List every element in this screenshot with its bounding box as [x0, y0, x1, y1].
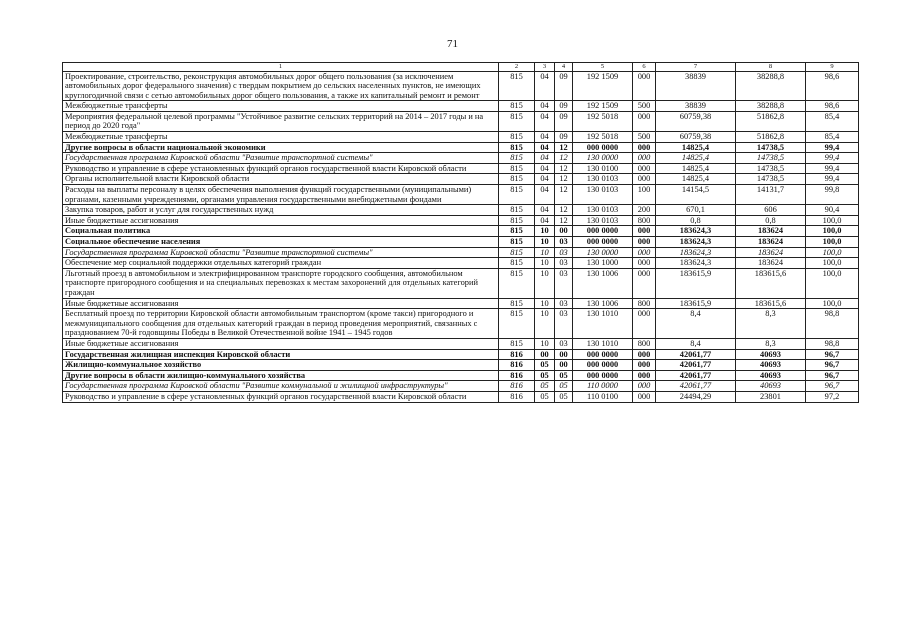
table-row: [63, 258, 859, 269]
code-pr: 00: [555, 226, 573, 237]
fact-value: 183624: [736, 258, 806, 269]
percent-value: 99,4: [806, 163, 859, 174]
code-csr: 192 1509: [573, 71, 633, 101]
code-rz: 04: [535, 71, 555, 101]
fact-value: 183624: [736, 226, 806, 237]
code-vr: 800: [633, 298, 656, 309]
code-csr: 130 1000: [573, 258, 633, 269]
code-vr: 000: [633, 174, 656, 185]
fact-value: 14738,5: [736, 142, 806, 153]
table-row: [63, 215, 859, 226]
code-rz: 05: [535, 381, 555, 392]
plan-value: 14154,5: [656, 185, 736, 205]
fact-value: 38288,8: [736, 71, 806, 101]
plan-value: 183624,3: [656, 226, 736, 237]
column-number: 4: [555, 63, 573, 72]
code-rz: 00: [535, 349, 555, 360]
percent-value: 96,7: [806, 349, 859, 360]
plan-value: 8,4: [656, 309, 736, 339]
fact-value: 38288,8: [736, 101, 806, 112]
row-name: Руководство и управление в сфере установленных функций органов государственной власти Кировской области: [63, 391, 499, 402]
percent-value: 99,4: [806, 153, 859, 164]
plan-value: 670,1: [656, 205, 736, 216]
code-rz: 10: [535, 247, 555, 258]
code-pr: 05: [555, 381, 573, 392]
page-number: 71: [447, 38, 458, 50]
code-vr: 500: [633, 101, 656, 112]
fact-value: 14738,5: [736, 153, 806, 164]
code-csr: 000 0000: [573, 360, 633, 371]
code-pr: 12: [555, 153, 573, 164]
code-ved: 815: [499, 298, 535, 309]
table-row: [63, 205, 859, 216]
plan-value: 14825,4: [656, 174, 736, 185]
column-number: 1: [63, 63, 499, 72]
code-ved: 816: [499, 381, 535, 392]
percent-value: 100,0: [806, 258, 859, 269]
code-ved: 815: [499, 174, 535, 185]
fact-value: 183624: [736, 247, 806, 258]
percent-value: 100,0: [806, 247, 859, 258]
percent-value: 98,6: [806, 71, 859, 101]
plan-value: 24494,29: [656, 391, 736, 402]
percent-value: 98,8: [806, 338, 859, 349]
percent-value: 96,7: [806, 360, 859, 371]
code-pr: 03: [555, 237, 573, 248]
fact-value: 183624: [736, 237, 806, 248]
column-number: 3: [535, 63, 555, 72]
fact-value: 14738,5: [736, 174, 806, 185]
row-name: Межбюджетные трансферты: [63, 101, 499, 112]
code-pr: 03: [555, 268, 573, 298]
code-pr: 12: [555, 142, 573, 153]
column-number: 9: [806, 63, 859, 72]
code-pr: 00: [555, 349, 573, 360]
code-pr: 00: [555, 360, 573, 371]
code-vr: 500: [633, 132, 656, 143]
plan-value: 60759,38: [656, 132, 736, 143]
code-pr: 12: [555, 215, 573, 226]
plan-value: 42061,77: [656, 360, 736, 371]
fact-value: 14131,7: [736, 185, 806, 205]
column-number: 8: [736, 63, 806, 72]
table-row: [63, 174, 859, 185]
table-row: [63, 391, 859, 402]
code-csr: 192 1509: [573, 101, 633, 112]
code-rz: 04: [535, 132, 555, 143]
code-pr: 03: [555, 298, 573, 309]
code-csr: 000 0000: [573, 237, 633, 248]
code-ved: 815: [499, 132, 535, 143]
percent-value: 99,4: [806, 174, 859, 185]
plan-value: 38839: [656, 71, 736, 101]
plan-value: 183624,3: [656, 237, 736, 248]
code-ved: 815: [499, 237, 535, 248]
row-name: Государственная программа Кировской области "Развитие транспортной системы": [63, 153, 499, 164]
table-row: [63, 101, 859, 112]
code-vr: 000: [633, 71, 656, 101]
code-csr: 130 0103: [573, 174, 633, 185]
percent-value: 100,0: [806, 298, 859, 309]
code-vr: 000: [633, 111, 656, 131]
code-pr: 09: [555, 132, 573, 143]
table-row: [63, 185, 859, 205]
code-vr: 000: [633, 360, 656, 371]
percent-value: 100,0: [806, 268, 859, 298]
code-ved: 815: [499, 111, 535, 131]
fact-value: 51862,8: [736, 111, 806, 131]
code-ved: 815: [499, 205, 535, 216]
code-ved: 816: [499, 391, 535, 402]
code-csr: 000 0000: [573, 226, 633, 237]
row-name: Социальная политика: [63, 226, 499, 237]
code-ved: 815: [499, 258, 535, 269]
plan-value: 8,4: [656, 338, 736, 349]
fact-value: 8,3: [736, 309, 806, 339]
code-csr: 110 0000: [573, 381, 633, 392]
row-name: Бесплатный проезд по территории Кировской области автомобильным транспортом (кроме такси) пригородного и межмуниципального сообщения для отдельных категорий граждан в период проведения мероприятий, связанных с празднованием 70-й годовщины Победы в Великой Отечественной войне 1941 – 1945 годов: [63, 309, 499, 339]
code-ved: 815: [499, 268, 535, 298]
code-rz: 10: [535, 338, 555, 349]
code-csr: 192 5018: [573, 111, 633, 131]
table-row: [63, 163, 859, 174]
fact-value: 606: [736, 205, 806, 216]
code-vr: 000: [633, 247, 656, 258]
fact-value: 40693: [736, 349, 806, 360]
row-name: Жилищно-коммунальное хозяйство: [63, 360, 499, 371]
code-vr: 000: [633, 153, 656, 164]
code-pr: 03: [555, 258, 573, 269]
row-name: Межбюджетные трансферты: [63, 132, 499, 143]
table-row: [63, 360, 859, 371]
code-pr: 12: [555, 185, 573, 205]
code-ved: 815: [499, 226, 535, 237]
code-ved: 815: [499, 309, 535, 339]
code-vr: 000: [633, 268, 656, 298]
code-pr: 09: [555, 71, 573, 101]
code-rz: 10: [535, 226, 555, 237]
plan-value: 14825,4: [656, 153, 736, 164]
percent-value: 99,8: [806, 185, 859, 205]
code-rz: 05: [535, 391, 555, 402]
code-vr: 000: [633, 370, 656, 381]
row-name: Руководство и управление в сфере установленных функций органов государственной власти Кировской области: [63, 163, 499, 174]
plan-value: 14825,4: [656, 163, 736, 174]
code-vr: 100: [633, 185, 656, 205]
percent-value: 99,4: [806, 142, 859, 153]
code-ved: 815: [499, 247, 535, 258]
table-row: [63, 111, 859, 131]
plan-value: 183624,3: [656, 258, 736, 269]
row-name: Обеспечение мер социальной поддержки отдельных категорий граждан: [63, 258, 499, 269]
plan-value: 38839: [656, 101, 736, 112]
budget-table: [62, 62, 859, 403]
code-vr: 000: [633, 142, 656, 153]
table-row: [63, 349, 859, 360]
code-pr: 12: [555, 174, 573, 185]
code-vr: 000: [633, 309, 656, 339]
plan-value: 60759,38: [656, 111, 736, 131]
percent-value: 100,0: [806, 237, 859, 248]
fact-value: 40693: [736, 381, 806, 392]
column-number: 7: [656, 63, 736, 72]
column-number: 6: [633, 63, 656, 72]
fact-value: 8,3: [736, 338, 806, 349]
row-name: Проектирование, строительство, реконструкция автомобильных дорог общего пользования (за исключением автомобильных дорог федерального значения) с твердым покрытием до сельских населенных пунктов, не имеющих круглогодичной связи с сетью автомобильных дорог общего пользования, а также их капитальный ремонт и ремонт: [63, 71, 499, 101]
code-rz: 05: [535, 370, 555, 381]
row-name: Органы исполнительной власти Кировской области: [63, 174, 499, 185]
fact-value: 0,8: [736, 215, 806, 226]
code-vr: 000: [633, 349, 656, 360]
percent-value: 90,4: [806, 205, 859, 216]
code-vr: 000: [633, 163, 656, 174]
row-name: Расходы на выплаты персоналу в целях обеспечения выполнения функций государственными (муниципальными) органами, казенными учреждениями, органами управления государственными внебюджетными фондами: [63, 185, 499, 205]
table-row: [63, 381, 859, 392]
code-csr: 000 0000: [573, 349, 633, 360]
table-row: [63, 142, 859, 153]
code-rz: 04: [535, 215, 555, 226]
code-pr: 05: [555, 391, 573, 402]
code-ved: 815: [499, 163, 535, 174]
fact-value: 40693: [736, 370, 806, 381]
percent-value: 98,6: [806, 101, 859, 112]
code-csr: 130 1010: [573, 309, 633, 339]
code-pr: 05: [555, 370, 573, 381]
code-rz: 04: [535, 142, 555, 153]
table-row: [63, 298, 859, 309]
column-number: 2: [499, 63, 535, 72]
code-pr: 03: [555, 309, 573, 339]
row-name: Мероприятия федеральной целевой программы "Устойчивое развитие сельских территорий на 2014 – 2017 годы и на период до 2020 года": [63, 111, 499, 131]
code-vr: 800: [633, 215, 656, 226]
code-rz: 04: [535, 163, 555, 174]
code-rz: 10: [535, 298, 555, 309]
row-name: Иные бюджетные ассигнования: [63, 298, 499, 309]
code-ved: 816: [499, 349, 535, 360]
code-pr: 03: [555, 338, 573, 349]
code-ved: 815: [499, 185, 535, 205]
plan-value: 42061,77: [656, 381, 736, 392]
table-row: [63, 268, 859, 298]
table-row: [63, 309, 859, 339]
percent-value: 97,2: [806, 391, 859, 402]
plan-value: 14825,4: [656, 142, 736, 153]
code-csr: 130 1006: [573, 268, 633, 298]
code-csr: 130 0000: [573, 153, 633, 164]
table-row: [63, 338, 859, 349]
code-rz: 10: [535, 237, 555, 248]
code-pr: 09: [555, 101, 573, 112]
code-rz: 10: [535, 309, 555, 339]
code-vr: 200: [633, 205, 656, 216]
code-csr: 130 0100: [573, 163, 633, 174]
fact-value: 183615,6: [736, 268, 806, 298]
percent-value: 85,4: [806, 111, 859, 131]
plan-value: 183615,9: [656, 268, 736, 298]
code-csr: 000 0000: [573, 142, 633, 153]
code-ved: 816: [499, 370, 535, 381]
row-name: Другие вопросы в области жилищно-коммунального хозяйства: [63, 370, 499, 381]
plan-value: 183615,9: [656, 298, 736, 309]
row-name: Государственная программа Кировской области "Развитие транспортной системы": [63, 247, 499, 258]
code-csr: 110 0100: [573, 391, 633, 402]
row-name: Другие вопросы в области национальной экономики: [63, 142, 499, 153]
code-rz: 04: [535, 153, 555, 164]
code-rz: 10: [535, 258, 555, 269]
fact-value: 183615,6: [736, 298, 806, 309]
code-ved: 815: [499, 153, 535, 164]
column-number-row: [63, 63, 859, 72]
code-csr: 130 1010: [573, 338, 633, 349]
percent-value: 100,0: [806, 226, 859, 237]
table-row: [63, 153, 859, 164]
fact-value: 14738,5: [736, 163, 806, 174]
column-number: 5: [573, 63, 633, 72]
code-ved: 815: [499, 338, 535, 349]
plan-value: 42061,77: [656, 370, 736, 381]
code-csr: 130 0000: [573, 247, 633, 258]
table-row: [63, 71, 859, 101]
table-row: [63, 237, 859, 248]
code-vr: 000: [633, 226, 656, 237]
code-ved: 815: [499, 71, 535, 101]
code-rz: 05: [535, 360, 555, 371]
row-name: Льготный проезд в автомобильном и электрифицированном транспорте городского сообщения, автомобильном транспорте пригородного сообщения и на специальных перевозках к местам захоронений для отдельных категорий граждан: [63, 268, 499, 298]
code-rz: 04: [535, 111, 555, 131]
code-csr: 130 0103: [573, 215, 633, 226]
table-row: [63, 226, 859, 237]
plan-value: 183624,3: [656, 247, 736, 258]
row-name: Закупка товаров, работ и услуг для государственных нужд: [63, 205, 499, 216]
code-pr: 03: [555, 247, 573, 258]
fact-value: 51862,8: [736, 132, 806, 143]
fact-value: 40693: [736, 360, 806, 371]
row-name: Социальное обеспечение населения: [63, 237, 499, 248]
code-rz: 04: [535, 174, 555, 185]
table-row: [63, 370, 859, 381]
code-ved: 815: [499, 215, 535, 226]
code-rz: 10: [535, 268, 555, 298]
percent-value: 85,4: [806, 132, 859, 143]
table-row: [63, 132, 859, 143]
code-pr: 09: [555, 111, 573, 131]
row-name: Иные бюджетные ассигнования: [63, 338, 499, 349]
code-ved: 815: [499, 142, 535, 153]
code-csr: 130 0103: [573, 205, 633, 216]
percent-value: 96,7: [806, 370, 859, 381]
code-rz: 04: [535, 101, 555, 112]
fact-value: 23801: [736, 391, 806, 402]
percent-value: 96,7: [806, 381, 859, 392]
code-ved: 815: [499, 101, 535, 112]
code-csr: 130 0103: [573, 185, 633, 205]
code-csr: 000 0000: [573, 370, 633, 381]
code-vr: 800: [633, 338, 656, 349]
code-rz: 04: [535, 205, 555, 216]
row-name: Иные бюджетные ассигнования: [63, 215, 499, 226]
table-row: [63, 247, 859, 258]
code-pr: 12: [555, 163, 573, 174]
code-csr: 192 5018: [573, 132, 633, 143]
code-vr: 000: [633, 381, 656, 392]
code-vr: 000: [633, 237, 656, 248]
code-pr: 12: [555, 205, 573, 216]
code-vr: 000: [633, 258, 656, 269]
row-name: Государственная жилищная инспекция Кировской области: [63, 349, 499, 360]
code-csr: 130 1006: [573, 298, 633, 309]
code-vr: 000: [633, 391, 656, 402]
code-rz: 04: [535, 185, 555, 205]
plan-value: 0,8: [656, 215, 736, 226]
percent-value: 100,0: [806, 215, 859, 226]
code-ved: 816: [499, 360, 535, 371]
percent-value: 98,8: [806, 309, 859, 339]
plan-value: 42061,77: [656, 349, 736, 360]
row-name: Государственная программа Кировской области "Развитие коммунальной и жилищной инфраструктуры": [63, 381, 499, 392]
